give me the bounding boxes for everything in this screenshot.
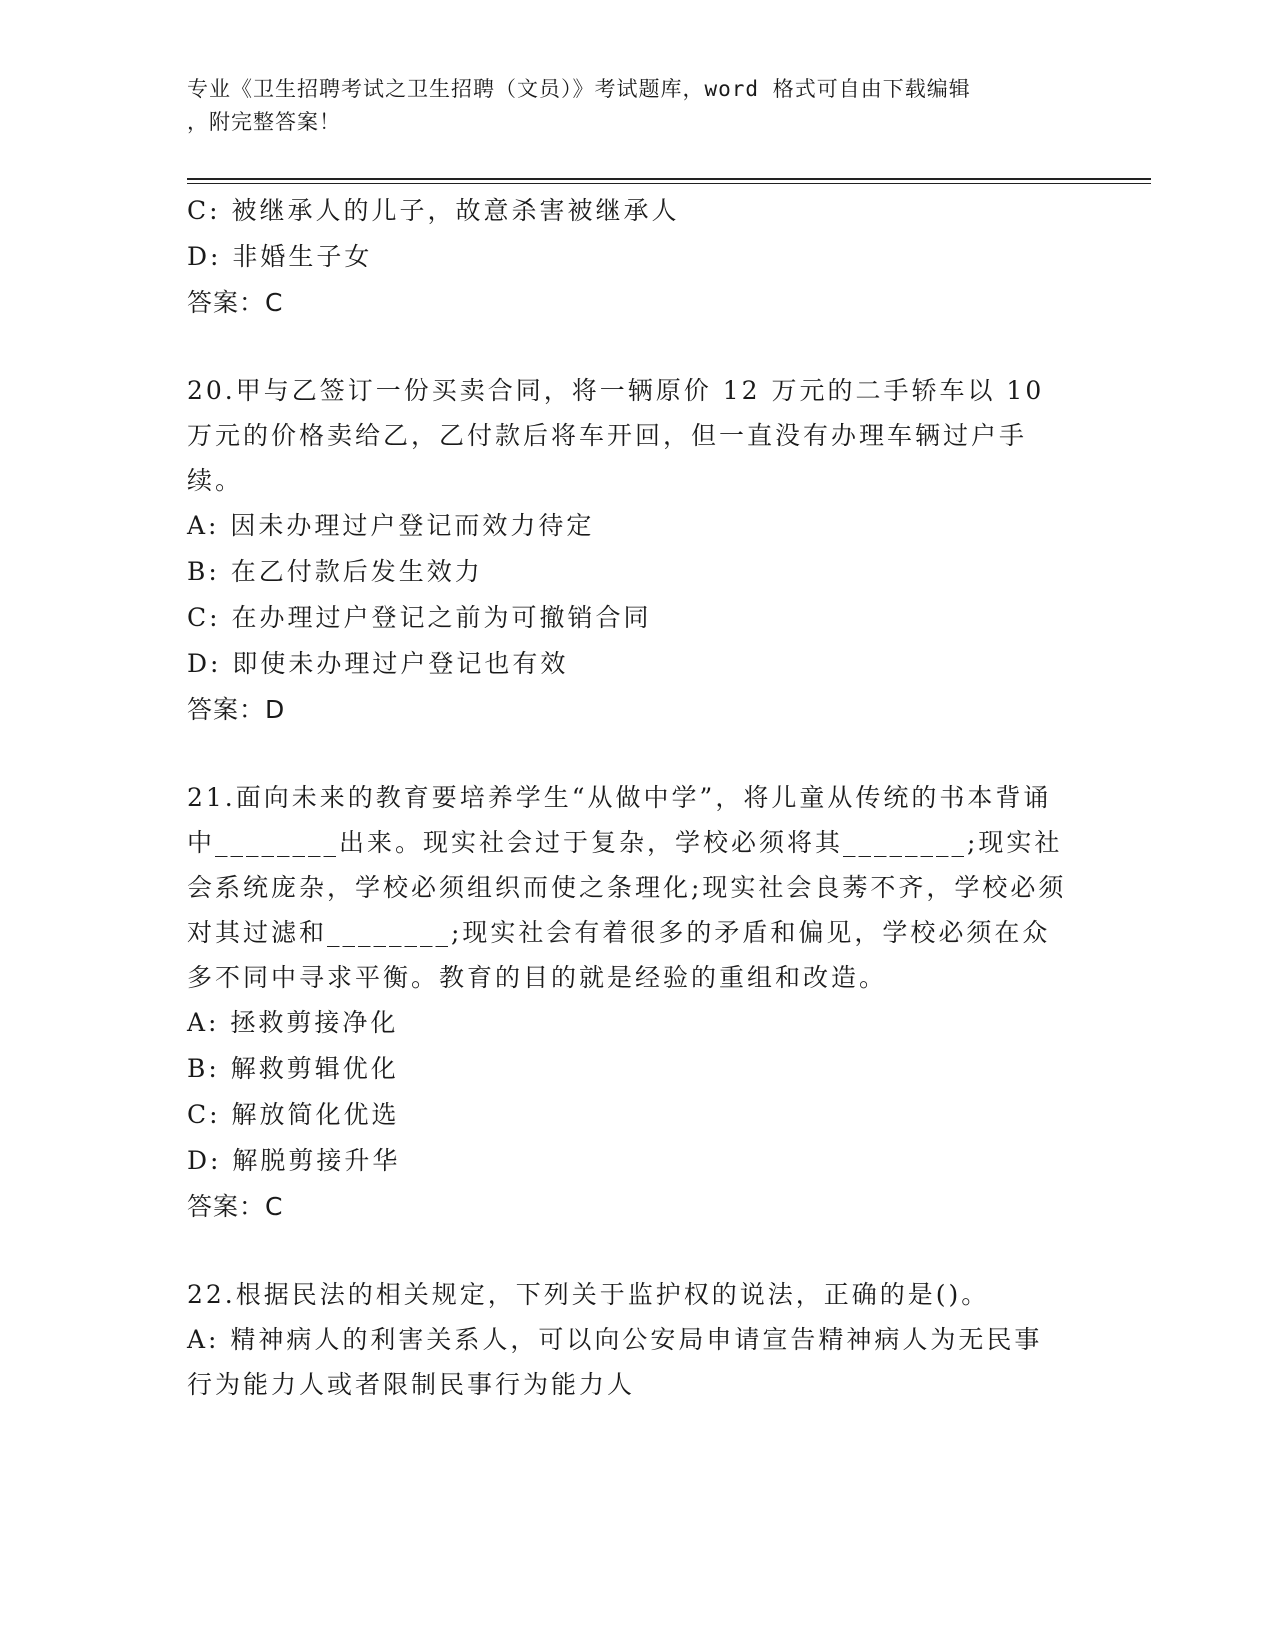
option-d: D: 非婚生子女 [187,242,373,271]
answer: 答案：C [187,1192,284,1221]
option-a: A: 拯救剪接净化 [187,1008,399,1037]
question-stem: 22.根据民法的相关规定，下列关于监护权的说法，正确的是()。 [187,1280,990,1309]
option-d: D: 即使未办理过户登记也有效 [187,649,569,678]
option-b: B: 解救剪辑优化 [187,1054,399,1083]
header-line-2: ，附完整答案！ [187,110,341,134]
question-list [187,188,1087,1407]
header-line-1: 专业《卫生招聘考试之卫生招聘（文员）》考试题库，word 格式可自由下载编辑 [187,77,971,101]
option-a: A: 因未办理过户登记而效力待定 [187,511,595,540]
option-c: C: 在办理过户登记之前为可撤销合同 [187,603,652,632]
header-divider-thin [187,183,1151,184]
answer: 答案：C [187,288,284,317]
header-divider-thick [187,178,1151,180]
option-a: A: 精神病人的利害关系人，可以向公安局申请宣告精神病人为无民事行为能力人或者限制民事行为能力人 [187,1325,1043,1399]
answer: 答案：D [187,695,286,724]
document-header [187,73,1067,139]
question-stem: 21.面向未来的教育要培养学生“从做中学”，将儿童从传统的书本背诵中________出来。现实社会过于复杂，学校必须将其________;现实社会系统庞杂，学校必须组织而使之条理化;现实社会良莠不齐，学校必须对其过滤和________;现实社会有着很多的矛盾和偏见，学校必须在众多不同中寻求平衡。教育的目的就是经验的重组和改造。 [187,783,1067,992]
question-20 [187,368,1087,733]
option-d: D: 解脱剪接升华 [187,1146,401,1175]
option-c: C: 被继承人的儿子，故意杀害被继承人 [187,196,680,225]
previous-question-tail [187,188,1087,326]
question-stem: 20.甲与乙签订一份买卖合同，将一辆原价 12 万元的二手轿车以 10 万元的价格卖给乙，乙付款后将车开回，但一直没有办理车辆过户手续。 [187,376,1045,495]
question-22 [187,1272,1087,1407]
question-21 [187,775,1087,1230]
option-c: C: 解放简化优选 [187,1100,400,1129]
option-b: B: 在乙付款后发生效力 [187,557,483,586]
